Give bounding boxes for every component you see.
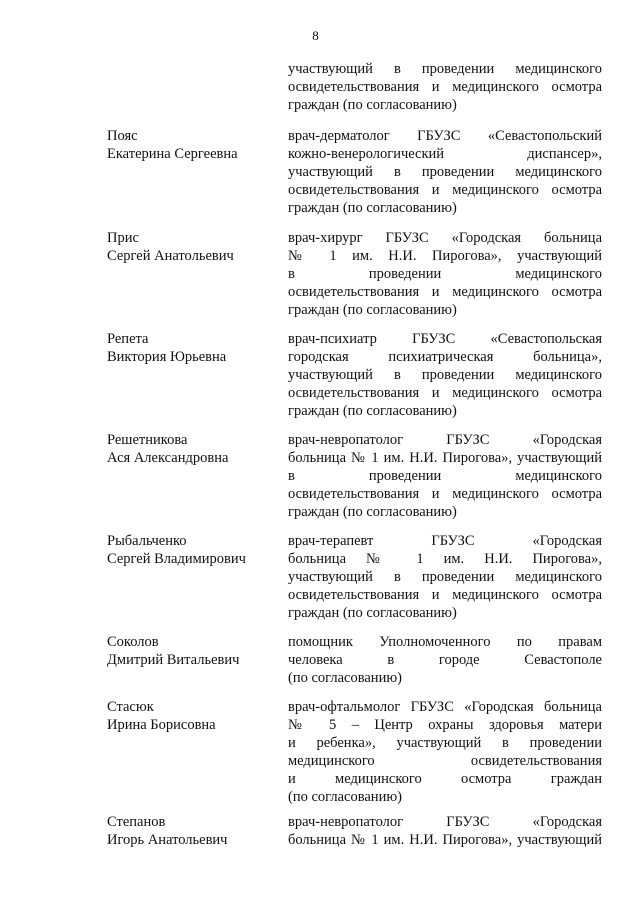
continuation-text xyxy=(288,60,602,114)
member-surname: Стасюк xyxy=(107,699,154,715)
description-line: (по согласованию) xyxy=(288,670,402,686)
description-line: участвующий в проведении медицинского xyxy=(288,164,602,180)
description-line: больница № 1 им. Н.И. Пирогова», xyxy=(288,551,602,567)
member-name xyxy=(107,127,272,163)
description-line: участвующий в проведении медицинского xyxy=(288,61,602,77)
member-surname: Решетникова xyxy=(107,432,188,448)
member-surname: Пояс xyxy=(107,128,138,144)
member-name xyxy=(107,633,272,669)
member-surname: Прис xyxy=(107,230,139,246)
member-given-names: Ася Александровна xyxy=(107,450,229,466)
description-line: граждан (по согласованию) xyxy=(288,97,457,113)
description-line: больница № 1 им. Н.И. Пирогова», участвующий xyxy=(288,832,602,848)
member-name xyxy=(107,532,272,568)
description-line: в проведении медицинского xyxy=(288,266,602,282)
member-surname: Степанов xyxy=(107,814,166,830)
member-name xyxy=(107,229,272,265)
member-surname: Рыбальченко xyxy=(107,533,187,549)
description-line: врач-офтальмолог ГБУЗС «Городская больница xyxy=(288,699,602,715)
description-line: человека в городе Севастополе xyxy=(288,652,602,668)
member-given-names: Сергей Анатольевич xyxy=(107,248,234,264)
description-line: врач-невропатолог ГБУЗС «Городская xyxy=(288,814,602,830)
description-line: врач-хирург ГБУЗС «Городская больница xyxy=(288,230,602,246)
page-number: 8 xyxy=(312,28,319,43)
member-description xyxy=(288,229,602,319)
member-description xyxy=(288,330,602,420)
member-name xyxy=(107,698,272,734)
member-given-names: Ирина Борисовна xyxy=(107,717,216,733)
description-line: в проведении медицинского xyxy=(288,468,602,484)
description-line: врач-невропатолог ГБУЗС «Городская xyxy=(288,432,602,448)
description-line: граждан (по согласованию) xyxy=(288,605,457,621)
description-line: освидетельствования и медицинского осмотра xyxy=(288,79,602,95)
member-name xyxy=(107,431,272,467)
description-line: врач-психиатр ГБУЗС «Севастопольская xyxy=(288,331,602,347)
description-line: и ребенка», участвующий в проведении xyxy=(288,735,602,751)
member-given-names: Виктория Юрьевна xyxy=(107,349,227,365)
description-line: граждан (по согласованию) xyxy=(288,200,457,216)
description-line: медицинского освидетельствования xyxy=(288,753,602,769)
description-line: граждан (по согласованию) xyxy=(288,504,457,520)
member-name xyxy=(107,813,272,849)
member-given-names: Дмитрий Витальевич xyxy=(107,652,240,668)
description-line: врач-дерматолог ГБУЗС «Севастопольский xyxy=(288,128,602,144)
member-description xyxy=(288,813,602,849)
description-line: освидетельствования и медицинского осмотра xyxy=(288,385,602,401)
description-line: № 5 – Центр охраны здоровья матери xyxy=(288,717,602,733)
description-line: № 1 им. Н.И. Пирогова», участвующий xyxy=(288,248,602,264)
member-name xyxy=(107,330,272,366)
member-given-names: Игорь Анатольевич xyxy=(107,832,228,848)
description-line: участвующий в проведении медицинского xyxy=(288,367,602,383)
member-description xyxy=(288,431,602,521)
member-surname: Соколов xyxy=(107,634,159,650)
member-surname: Репета xyxy=(107,331,149,347)
member-description xyxy=(288,532,602,622)
description-line: и медицинского осмотра граждан xyxy=(288,771,602,787)
member-description xyxy=(288,633,602,687)
description-line: освидетельствования и медицинского осмотра xyxy=(288,182,602,198)
description-line: городская психиатрическая больница», xyxy=(288,349,602,365)
description-line: больница № 1 им. Н.И. Пирогова», участвующий xyxy=(288,450,602,466)
description-line: кожно-венерологический диспансер», xyxy=(288,146,602,162)
description-line: освидетельствования и медицинского осмотра xyxy=(288,284,602,300)
member-description xyxy=(288,127,602,217)
description-line: помощник Уполномоченного по правам xyxy=(288,634,602,650)
member-given-names: Екатерина Сергеевна xyxy=(107,146,238,162)
description-line: граждан (по согласованию) xyxy=(288,403,457,419)
description-line: врач-терапевт ГБУЗС «Городская xyxy=(288,533,602,549)
description-line: (по согласованию) xyxy=(288,789,402,805)
member-given-names: Сергей Владимирович xyxy=(107,551,246,567)
description-line: освидетельствования и медицинского осмотра xyxy=(288,486,602,502)
description-line: участвующий в проведении медицинского xyxy=(288,569,602,585)
member-description xyxy=(288,698,602,806)
description-line: освидетельствования и медицинского осмотра xyxy=(288,587,602,603)
description-line: граждан (по согласованию) xyxy=(288,302,457,318)
